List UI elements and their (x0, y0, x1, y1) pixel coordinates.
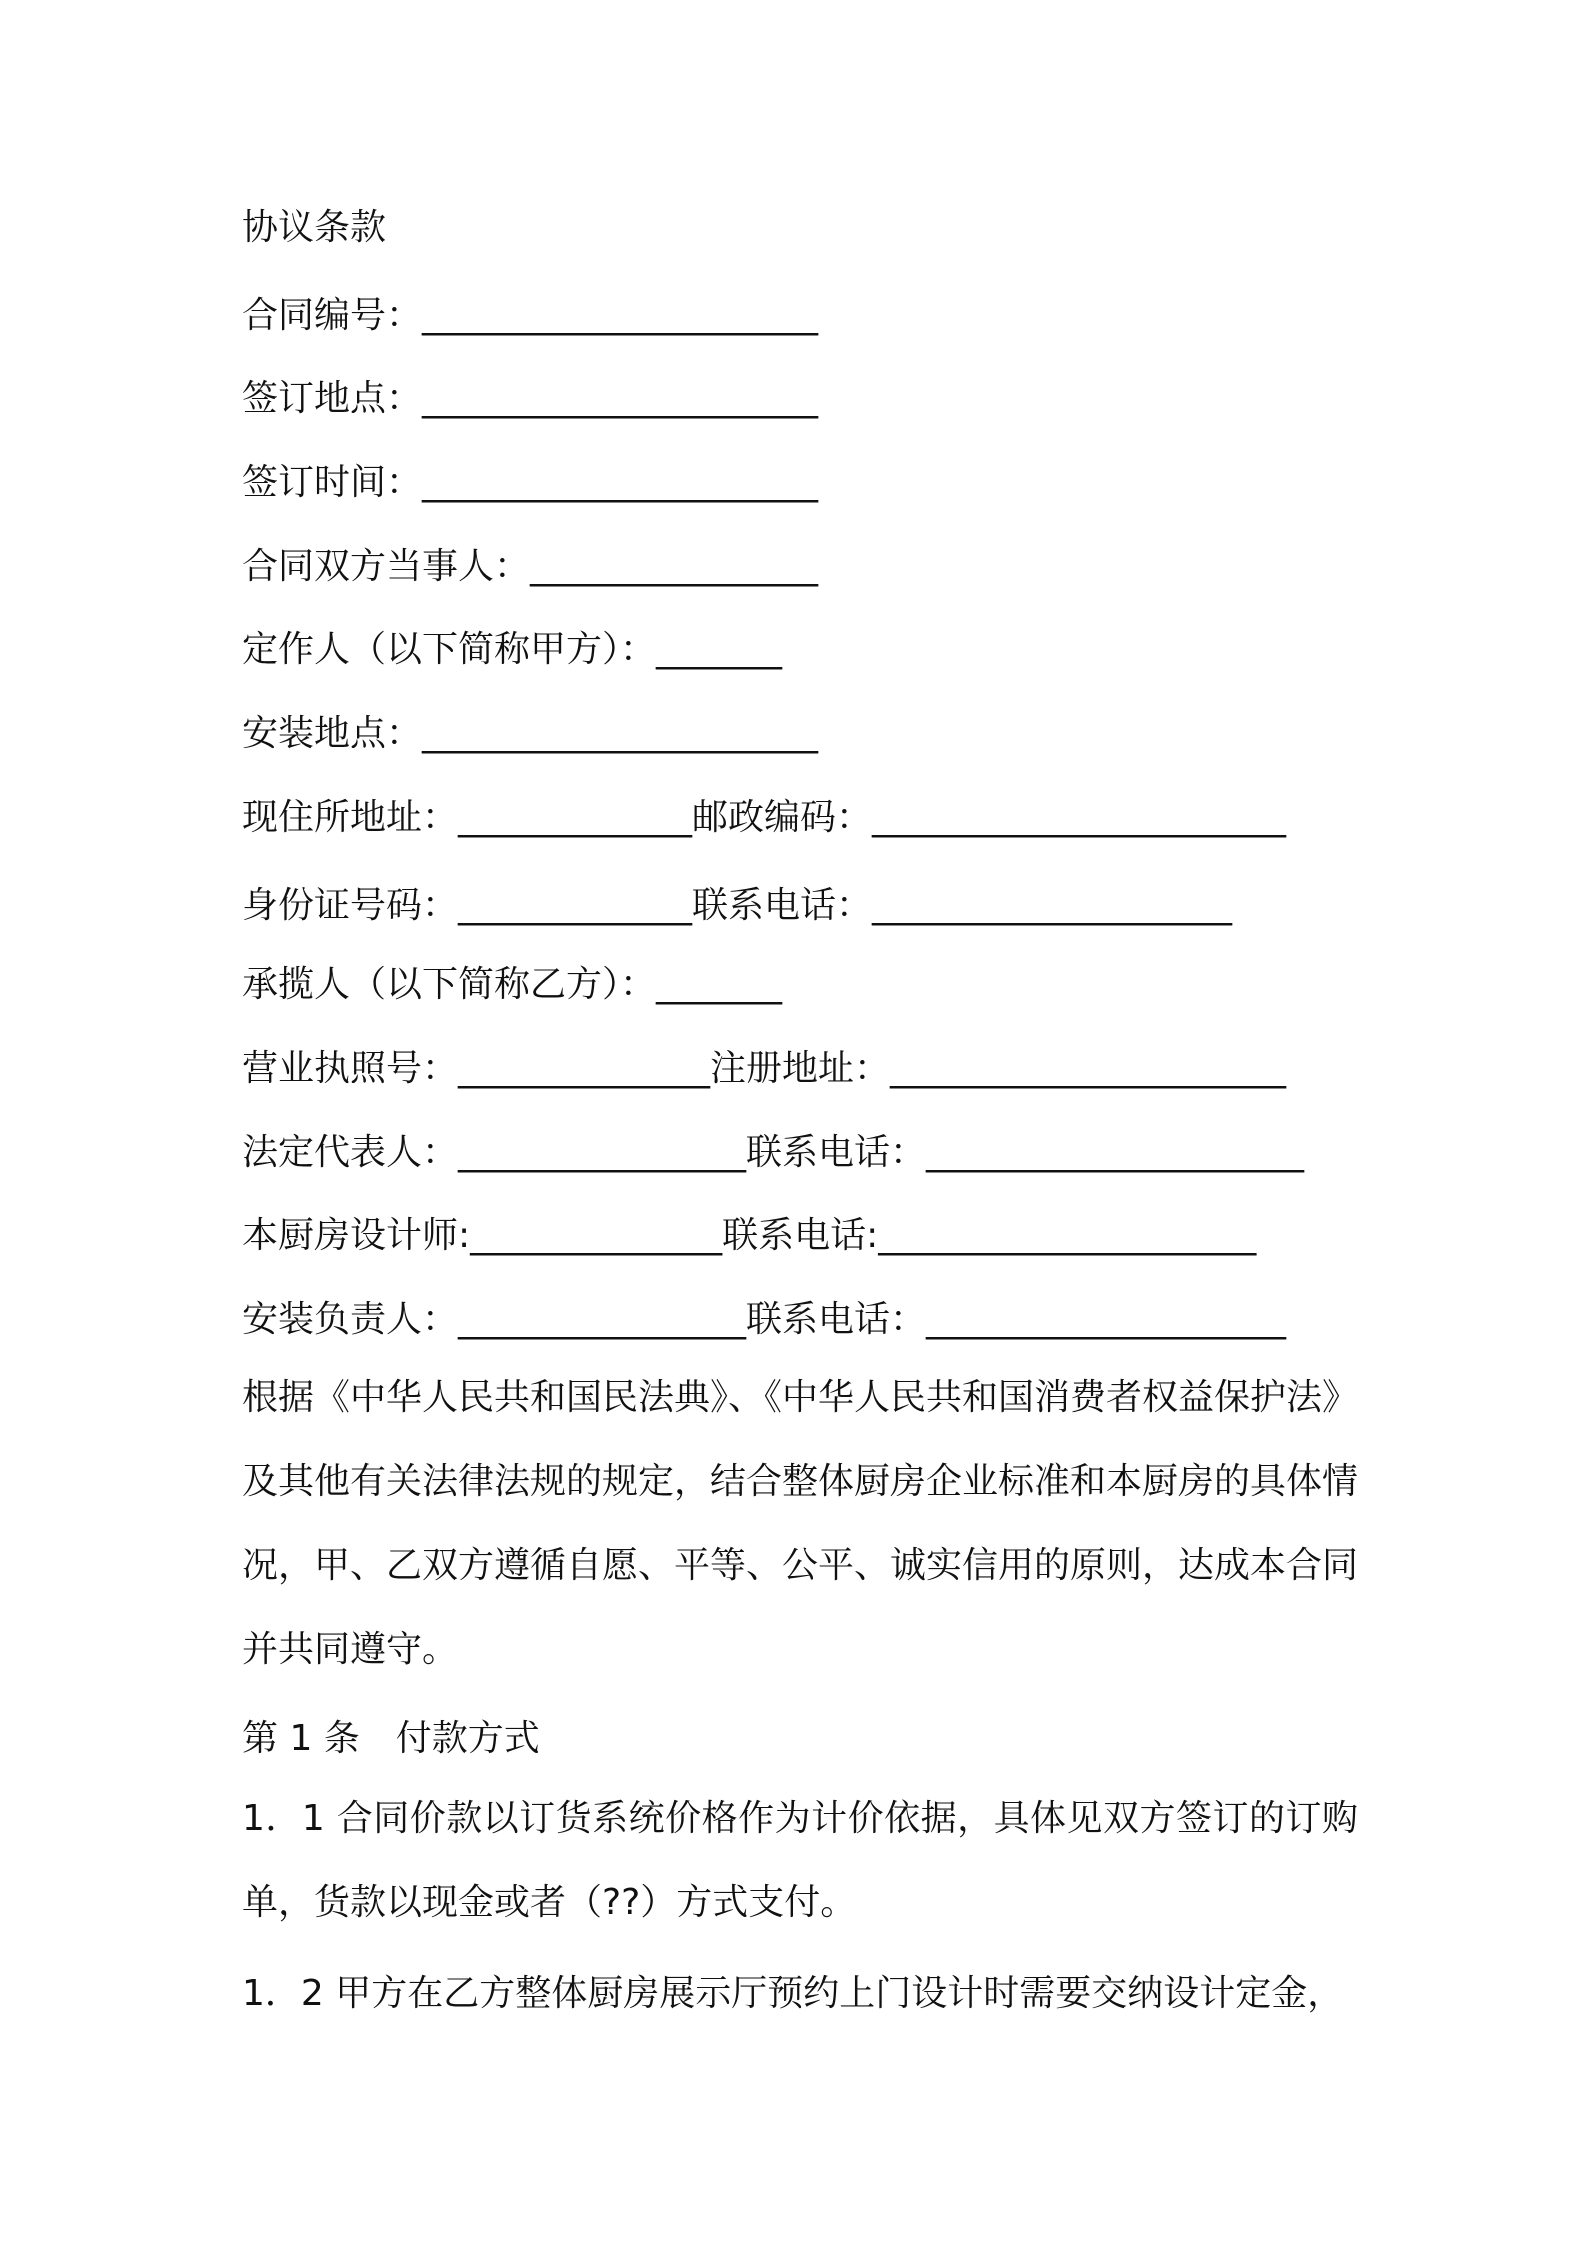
clause-1-1: 1．1 合同价款以订货系统价格作为计价依据，具体见双方签订的订购单，货款以现金或者（??）方式支付。 (242, 1798, 1358, 1923)
field-address-postcode: 现住所地址：_____________邮政编码：_______________________ (242, 797, 1287, 838)
field-parties: 合同双方当事人：________________ (242, 546, 819, 587)
field-designer: 本厨房设计师:______________联系电话:_____________________ (242, 1215, 1257, 1256)
field-install-place: 安装地点：______________________ (242, 713, 819, 754)
field-signing-time: 签订时间：______________________ (242, 462, 819, 503)
field-install-manager: 安装负责人：________________联系电话：____________________ (242, 1299, 1287, 1340)
field-legal-rep: 法定代表人：________________联系电话：_____________________ (242, 1132, 1305, 1173)
field-id-phone: 身份证号码：_____________联系电话：____________________ (242, 885, 1233, 926)
field-party-a: 定作人（以下简称甲方）：_______ (242, 629, 783, 670)
intro-paragraph: 根据《中华人民共和国民法典》、《中华人民共和国消费者权益保护法》及其他有关法律法规的规定，结合整体厨房企业标准和本厨房的具体情况，甲、乙双方遵循自愿、平等、公平、诚实信用的原则，达成本合同并共同遵守。 (242, 1377, 1359, 1670)
clause-1-2: 1．2 甲方在乙方整体厨房展示厅预约上门设计时需要交纳设计定金， (242, 1973, 1344, 2014)
document-title: 协议条款 (242, 207, 387, 248)
field-contract-number: 合同编号：______________________ (242, 295, 819, 336)
field-party-b: 承揽人（以下简称乙方）：_______ (242, 964, 783, 1005)
article-1-heading: 第 1 条 付款方式 (242, 1718, 540, 1759)
field-license-address: 营业执照号：______________注册地址：______________________ (242, 1048, 1287, 1089)
field-signing-place: 签订地点：______________________ (242, 378, 819, 419)
